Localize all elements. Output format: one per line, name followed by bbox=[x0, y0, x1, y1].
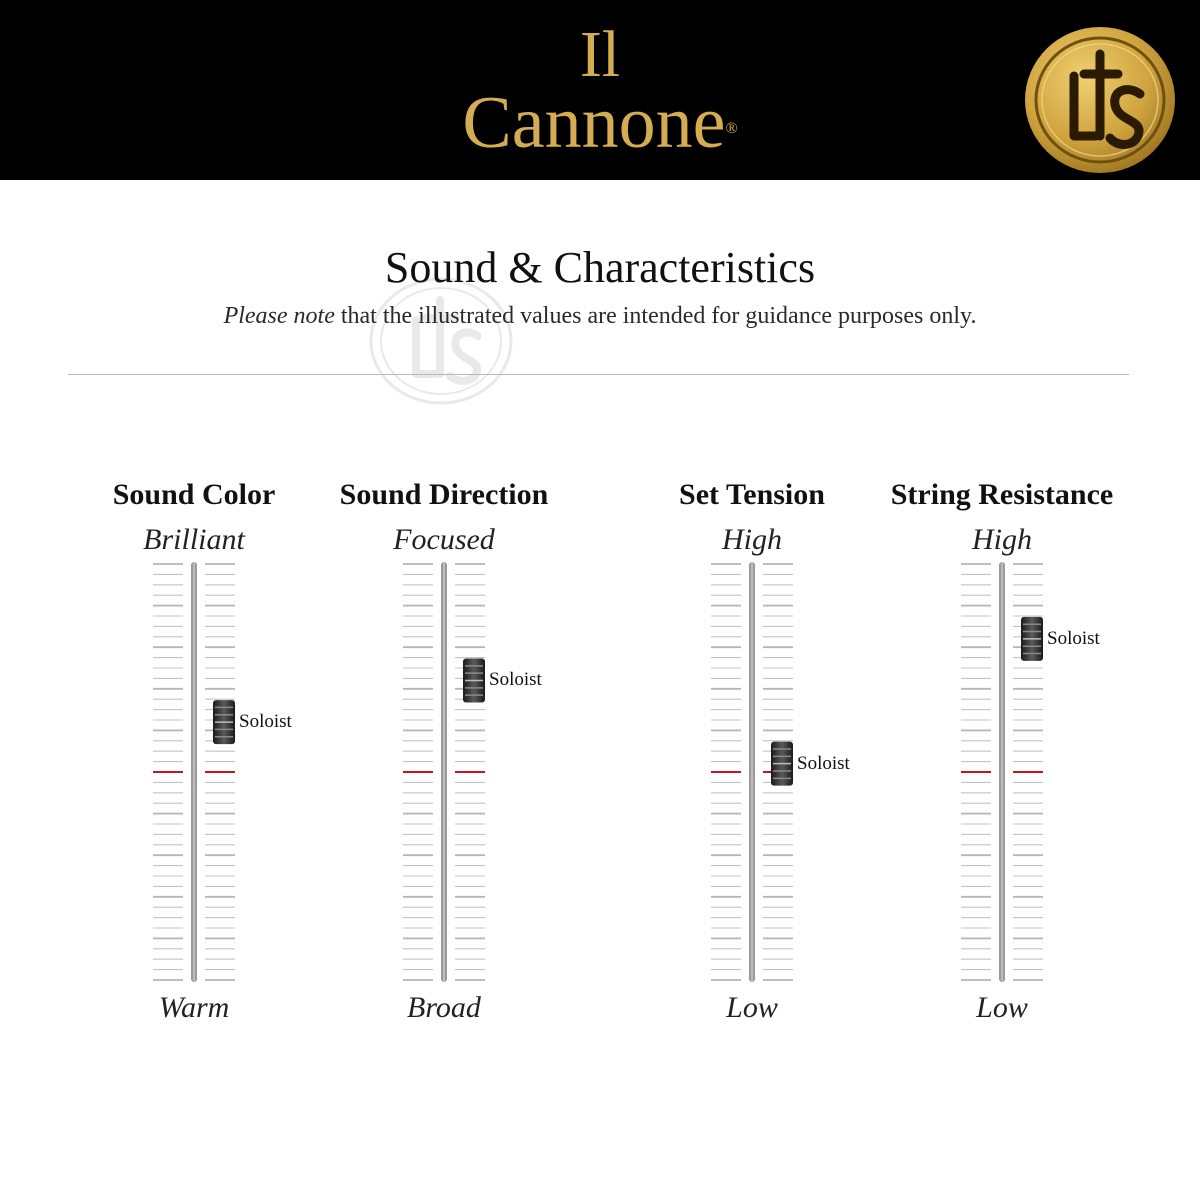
guidance-note-text: that the illustrated values are intended for guidance purposes only. bbox=[334, 303, 977, 329]
guidance-note bbox=[0, 300, 1200, 332]
section-title: Sound & Characteristics bbox=[384, 243, 816, 292]
marker-label: Soloist bbox=[797, 752, 850, 774]
logo-line-1: Il bbox=[579, 18, 621, 91]
meter-top-label: High bbox=[722, 523, 782, 556]
meter-scale bbox=[852, 476, 1152, 1036]
meter-title: Sound Direction bbox=[339, 478, 549, 511]
meter-string-resistance bbox=[852, 476, 1152, 1036]
meter-title: Set Tension bbox=[679, 478, 825, 511]
meter-title: String Resistance bbox=[890, 478, 1114, 511]
marker-knob bbox=[1021, 617, 1043, 661]
meter-scale bbox=[294, 476, 594, 1036]
meter-title: Sound Color bbox=[112, 478, 276, 511]
marker-knob bbox=[771, 742, 793, 786]
marker-label: Soloist bbox=[489, 669, 542, 691]
meter-sound-direction bbox=[294, 476, 594, 1036]
meter-top-label: High bbox=[972, 523, 1032, 556]
marker-label: Soloist bbox=[1047, 627, 1100, 649]
brand-logo[interactable] bbox=[300, 18, 900, 164]
track-highlight bbox=[1001, 562, 1003, 982]
meter-top-label: Focused bbox=[393, 523, 495, 556]
marker-knob bbox=[463, 658, 485, 702]
marker-knob bbox=[213, 700, 235, 744]
meter-top-label: Brilliant bbox=[143, 523, 245, 556]
header-bar bbox=[0, 0, 1200, 180]
lts-seal-icon bbox=[1022, 24, 1178, 176]
section-divider bbox=[68, 374, 1129, 375]
meter-bottom-label: Warm bbox=[158, 991, 230, 1024]
track-highlight bbox=[193, 562, 195, 982]
track-highlight bbox=[443, 562, 445, 982]
marker-label: Soloist bbox=[239, 711, 292, 733]
registered-mark: ® bbox=[725, 120, 738, 137]
logo-line-2: Cannone bbox=[462, 82, 726, 164]
meter-bottom-label: Broad bbox=[407, 991, 481, 1024]
meter-bottom-label: Low bbox=[976, 991, 1028, 1024]
meter-bottom-label: Low bbox=[726, 991, 778, 1024]
track-highlight bbox=[751, 562, 753, 982]
guidance-note-emphasis: Please note bbox=[223, 303, 335, 329]
